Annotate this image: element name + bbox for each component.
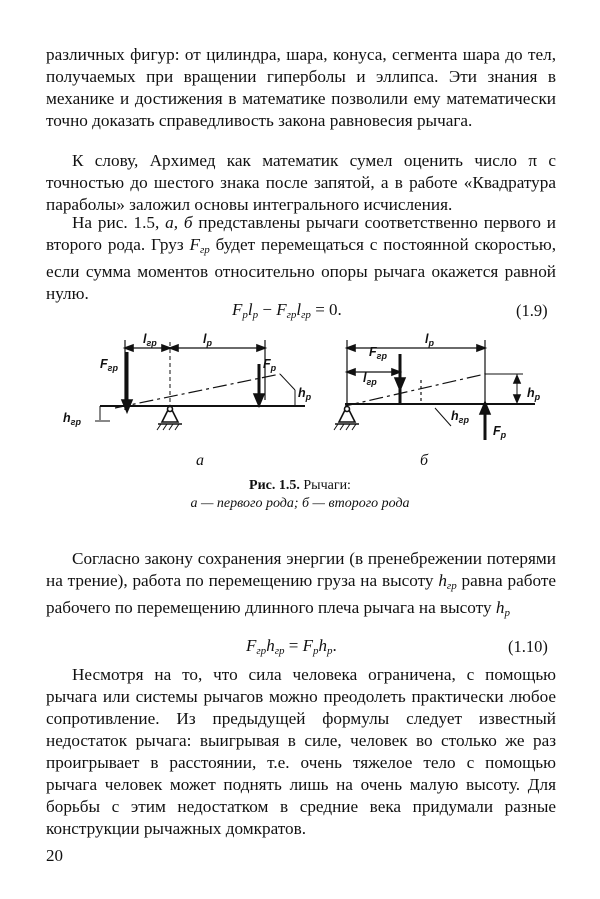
page-number: 20 (46, 846, 63, 865)
label-h-gr-a: $h_{гр}$ (63, 411, 81, 427)
label-l-gr-a: $l_{гр}$ (143, 332, 157, 348)
figure-caption-sub: а — первого рода; б — второго рода (190, 496, 410, 511)
panel-a-letter: а (196, 452, 204, 469)
figure-caption: Рис. 1.5. Рычаги: (249, 478, 351, 493)
label-F-gr-a: $F_{гр}$ (100, 357, 118, 373)
paragraph-5: Несмотря на то, что сила человека ограничена, с помощью рычага или системы рычагов можно преодолеть практически любое сопротивление. Из предыдущей формулы следует известный недостаток рычага: выигрывая в силе, человек во столько же раз проигрывает в расстоянии, т.е. очень тяжелое тело с помощью рычага человек может поднять лишь на очень малую высоту. Для борьбы с этим недостатком в средние века придумали разные конструкции рычажных домкратов. (46, 665, 556, 838)
paragraph-2: К слову, Архимед как математик сумел оценить число π с точностью до шестого знака после запятой, а в работе «Квадратура параболы» заложил основы интегрального исчисления. (46, 151, 556, 214)
label-h-r-a: $h_р$ (298, 386, 312, 402)
label-F-r-a: $F_р$ (263, 357, 277, 373)
label-l-r-a: $l_р$ (203, 332, 212, 348)
paragraph-4: Согласно закону сохранения энергии (в пренебрежении потерями на трение), работа по перемещению груза на высоту $h_{гр}$ равна работе рабочего по перемещению длинного плеча рычага на высоту $h_р$ (46, 549, 556, 619)
symbol-h-r: $h_р$ (495, 598, 510, 619)
lever-a-tilted-line (115, 374, 280, 408)
equation-number-1-9: (1.9) (516, 301, 548, 320)
symbol-h-gr: $h_{гр}$ (438, 571, 457, 592)
label-F-gr-b: $F_{гр}$ (369, 345, 387, 361)
paragraph-3: На рис. 1.5, а, б представлены рычаги соответственно первого и второго рода. Груз $F_{гр}$ будет перемещаться с постоянной скоростью, если сумма моментов относительно опоры рычага окажется равной нулю. (46, 213, 556, 303)
label-h-r-b: $h_р$ (527, 386, 541, 402)
panel-b-letter: б (420, 452, 429, 469)
paragraph-1: различных фигур: от цилиндра, шара, конуса, сегмента шара до тел, получаемых при вращении гиперболы и эллипса. Эти знания в механике и достижения в математике позволили ему математически точно доказать справедливость закона равновесия рычага. (46, 45, 556, 130)
equation-1-9: $F_рl_р - F_{гр}l_{гр} = 0$. (232, 300, 342, 321)
symbol-F-gr: $F_{гр}$ (189, 235, 210, 256)
label-l-r-b: $l_р$ (425, 332, 434, 348)
label-F-r-b: $F_р$ (493, 424, 507, 440)
equation-number-1-10: (1.10) (508, 637, 548, 656)
equation-1-10: $F_{гр}h_{гр} = F_рh_р$. (246, 636, 337, 657)
lever-figure (55, 330, 555, 440)
label-h-gr-b: $h_{гр}$ (451, 409, 469, 425)
label-l-gr-b: $l_{гр}$ (363, 371, 377, 387)
